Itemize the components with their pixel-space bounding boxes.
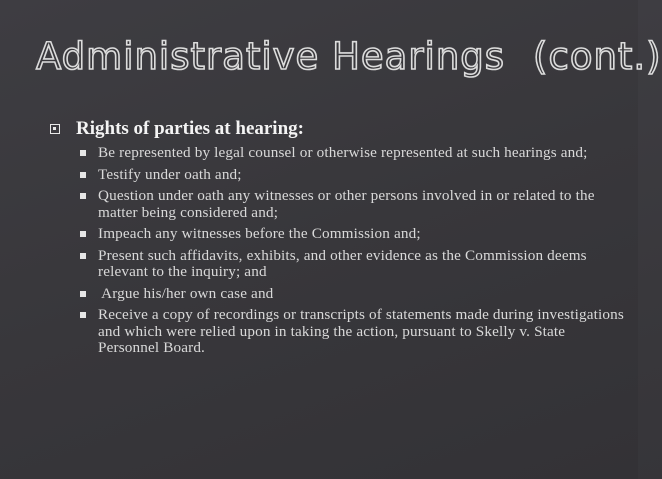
box-bullet-icon bbox=[50, 124, 60, 134]
list-item bbox=[80, 307, 628, 357]
list-item-text: Argue his/her own case and bbox=[98, 284, 274, 302]
list-item bbox=[80, 167, 628, 184]
title-main: Administrative Hearings bbox=[36, 35, 506, 78]
list-item-text: Present such affidavits, exhibits, and other evidence as the Commission deems relevant to the inquiry; and bbox=[98, 246, 587, 280]
square-bullet-icon bbox=[80, 253, 86, 259]
square-bullet-icon bbox=[80, 193, 86, 199]
list-item-text: Question under oath any witnesses or other persons involved in or related to the matter being considered and; bbox=[98, 187, 595, 221]
list-item bbox=[80, 286, 628, 303]
list-item-text: Receive a copy of recordings or transcripts of statements made during investigations and which were relied upon in taking the action, pursuant to Skelly v. State Personnel Board. bbox=[98, 306, 624, 356]
list-item bbox=[80, 188, 628, 221]
section-heading: Rights of parties at hearing: bbox=[76, 118, 304, 139]
list-item bbox=[80, 145, 628, 162]
list-item bbox=[80, 248, 628, 281]
square-bullet-icon bbox=[80, 312, 86, 318]
title-suffix: (cont.) bbox=[533, 35, 662, 78]
heading-row bbox=[50, 118, 620, 140]
square-bullet-icon bbox=[80, 231, 86, 237]
slide-title bbox=[36, 35, 662, 78]
rights-list bbox=[80, 145, 628, 362]
list-item bbox=[80, 226, 628, 243]
list-item-text: Be represented by legal counsel or otherwise represented at such hearings and; bbox=[98, 144, 588, 161]
list-item-text: Impeach any witnesses before the Commission and; bbox=[98, 225, 421, 242]
square-bullet-icon bbox=[80, 150, 86, 156]
square-bullet-icon bbox=[80, 172, 86, 178]
list-item-text: Testify under oath and; bbox=[98, 165, 242, 183]
square-bullet-icon bbox=[80, 291, 86, 297]
